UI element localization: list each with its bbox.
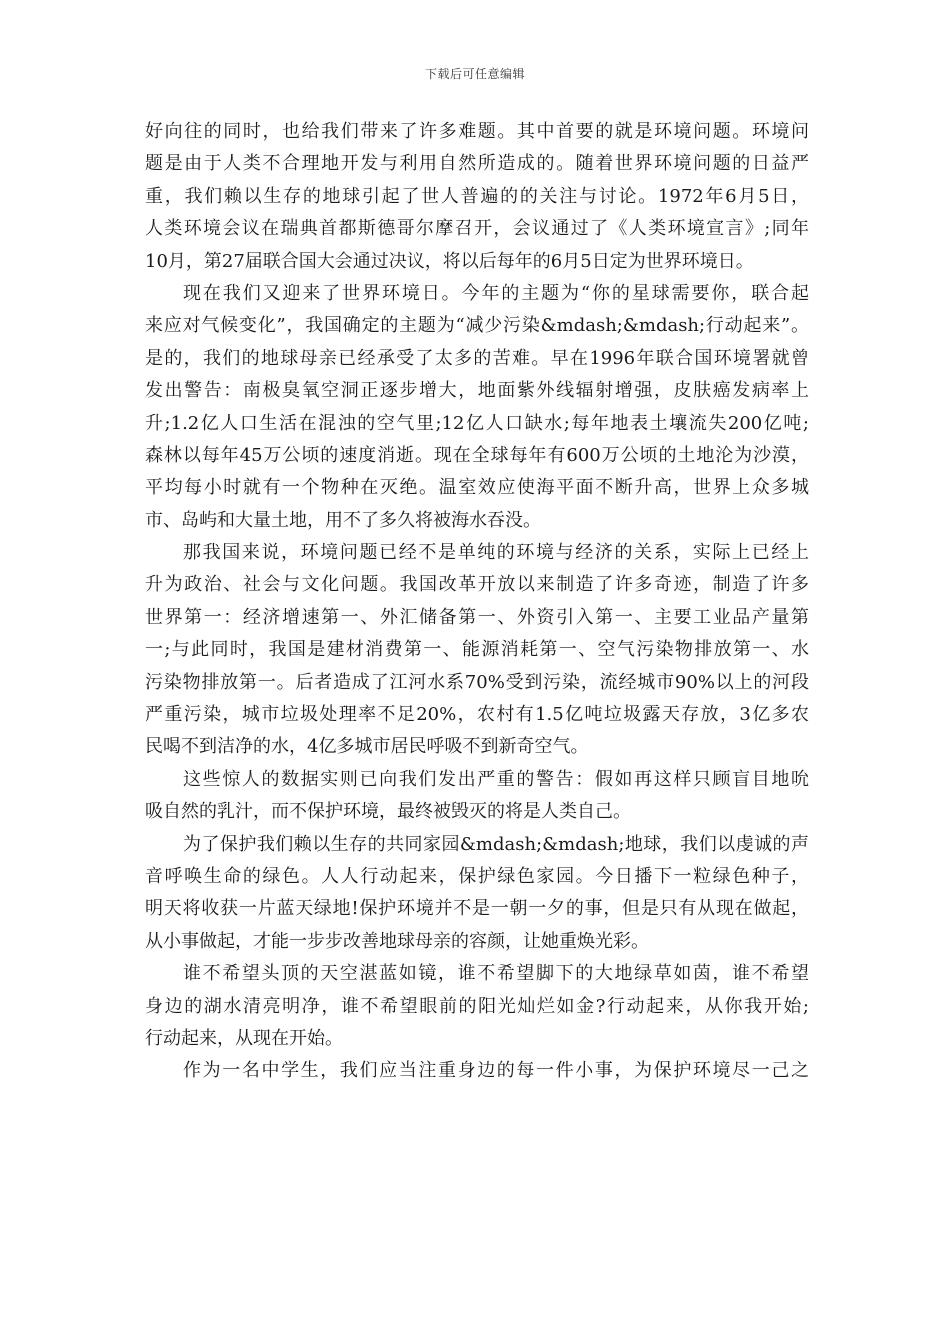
text-line: 作为一名中学生，我们应当注重身边的每一件小事，为保护环境尽一己之 bbox=[183, 1060, 809, 1082]
text-line: 平均每小时就有一个物种在灭绝。温室效应使海平面不断升高，世界上众多城 bbox=[145, 477, 809, 499]
page-header: 下载后可任意编辑 bbox=[424, 67, 525, 81]
paragraph bbox=[145, 116, 809, 278]
text-line: 人类环境会议在瑞典首都斯德哥尔摩召开，会议通过了《人类环境宣言》;同年 bbox=[145, 218, 809, 240]
text-line: 谁不希望头顶的天空湛蓝如镜，谁不希望脚下的大地绿草如茵，谁不希望 bbox=[183, 963, 809, 985]
paragraph bbox=[145, 958, 809, 1055]
text-line: 森林以每年45万公顷的速度消逝。现在全球每年有600万公顷的土地沦为沙漠， bbox=[145, 444, 809, 466]
document-body bbox=[145, 116, 809, 1088]
text-line: 重，我们赖以生存的地球引起了世人普遍的的关注与讨论。1972年6月5日， bbox=[145, 185, 809, 207]
paragraph bbox=[145, 764, 809, 829]
text-line: 为了保护我们赖以生存的共同家园&mdash;&mdash;地球，我们以虔诚的声 bbox=[183, 833, 809, 855]
text-line: 一;与此同时，我国是建材消费第一、能源消耗第一、空气污染物排放第一、水 bbox=[145, 639, 809, 661]
text-line: 污染物排放第一。后者造成了江河水系70%受到污染，流经城市90%以上的河段 bbox=[145, 671, 809, 693]
text-line: 好向往的同时，也给我们带来了许多难题。其中首要的就是环境问题。环境问 bbox=[145, 121, 809, 142]
text-line: 题是由于人类不合理地开发与利用自然所造成的。随着世界环境问题的日益严 bbox=[145, 153, 809, 175]
paragraph bbox=[145, 278, 809, 537]
paragraph bbox=[145, 829, 809, 959]
text-line: 严重污染，城市垃圾处理率不足20%，农村有1.5亿吨垃圾露天存放，3亿多农 bbox=[145, 704, 809, 726]
text-line: 世界第一：经济增速第一、外汇储备第一、外资引入第一、主要工业品产量第 bbox=[145, 606, 809, 628]
text-line: 升;1.2亿人口生活在混浊的空气里;12亿人口缺水;每年地表土壤流失200亿吨; bbox=[145, 412, 809, 434]
text-line: 民喝不到洁净的水，4亿多城市居民呼吸不到新奇空气。 bbox=[145, 736, 589, 758]
text-line: 发出警告：南极臭氧空洞正逐步增大，地面紫外线辐射增强，皮肤癌发病率上 bbox=[145, 380, 809, 402]
paragraph bbox=[145, 1055, 809, 1087]
text-line: 从小事做起，才能一步步改善地球母亲的容颜，让她重焕光彩。 bbox=[145, 930, 649, 952]
text-line: 这些惊人的数据实则已向我们发出严重的警告：假如再这样只顾盲目地吮 bbox=[183, 768, 809, 790]
paragraph bbox=[145, 537, 809, 764]
text-line: 身边的湖水清亮明净，谁不希望眼前的阳光灿烂如金?行动起来，从你我开始; bbox=[145, 995, 809, 1017]
text-line: 现在我们又迎来了世界环境日。今年的主题为“你的星球需要你，联合起 bbox=[183, 282, 809, 304]
text-line: 来应对气候变化”，我国确定的主题为“减少污染&mdash;&mdash;行动起来”。 bbox=[145, 315, 809, 337]
text-line: 升为政治、社会与文化问题。我国改革开放以来制造了许多奇迹，制造了许多 bbox=[145, 574, 809, 596]
text-line: 是的，我们的地球母亲已经承受了太多的苦难。早在1996年联合国环境署就曾 bbox=[145, 347, 809, 369]
text-line: 吸自然的乳汁，而不保护环境，最终被毁灭的将是人类自己。 bbox=[145, 801, 631, 823]
text-line: 市、岛屿和大量土地，用不了多久将被海水吞没。 bbox=[145, 509, 541, 531]
text-line: 明天将收获一片蓝天绿地!保护环境并不是一朝一夕的事，但是只有从现在做起， bbox=[145, 898, 809, 920]
text-line: 那我国来说，环境问题已经不是单纯的环境与经济的关系，实际上已经上 bbox=[183, 542, 809, 564]
text-line: 音呼唤生命的绿色。人人行动起来，保护绿色家园。今日播下一粒绿色种子， bbox=[145, 865, 809, 887]
text-line: 行动起来，从现在开始。 bbox=[145, 1027, 343, 1049]
text-line: 10月，第27届联合国大会通过决议，将以后每年的6月5日定为世界环境日。 bbox=[145, 250, 754, 272]
